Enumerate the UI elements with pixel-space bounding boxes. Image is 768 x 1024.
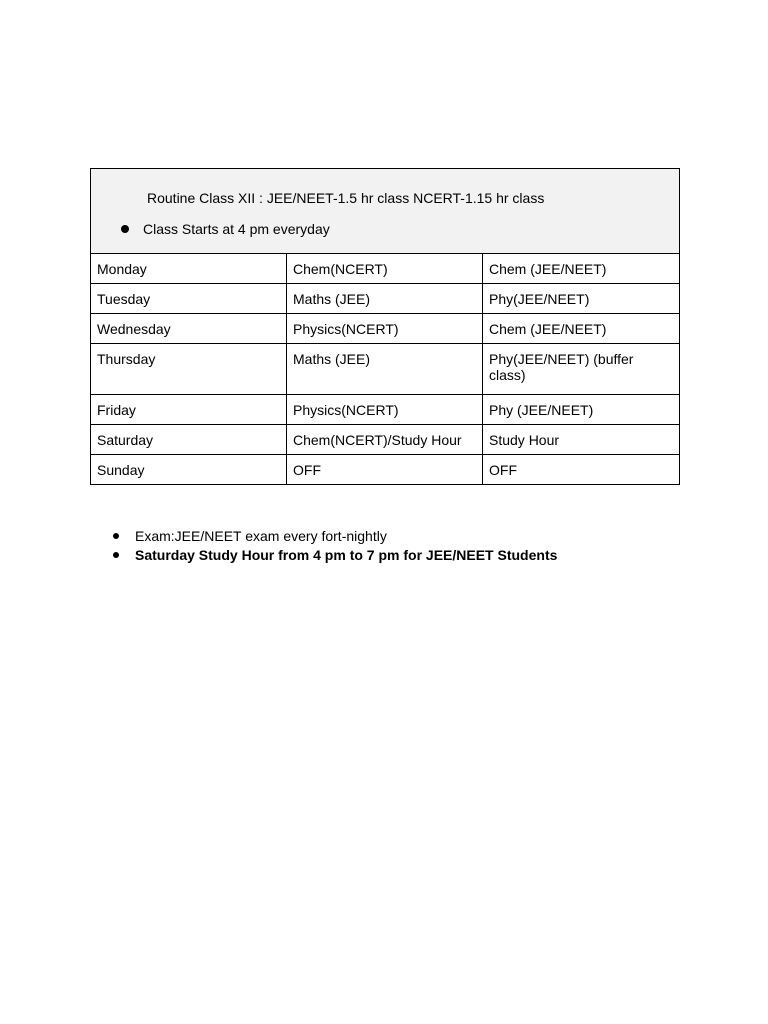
subject-cell: Chem (JEE/NEET) <box>483 254 680 284</box>
subject-cell: Chem(NCERT)/Study Hour <box>287 425 483 455</box>
routine-title: Routine Class XII : JEE/NEET-1.5 hr class NCERT-1.15 hr class <box>147 190 545 206</box>
subject-cell: Maths (JEE) <box>287 284 483 314</box>
header-bullet-item <box>121 221 330 237</box>
subject-cell: Physics(NCERT) <box>287 314 483 344</box>
day-cell: Friday <box>91 395 287 425</box>
subject-cell: OFF <box>483 455 680 485</box>
notes-list <box>113 527 557 565</box>
subject-cell: Chem (JEE/NEET) <box>483 314 680 344</box>
list-item <box>113 546 557 565</box>
subject-cell: OFF <box>287 455 483 485</box>
bullet-icon <box>113 533 119 539</box>
day-cell: Monday <box>91 254 287 284</box>
subject-cell: Phy (JEE/NEET) <box>483 395 680 425</box>
subject-cell: Maths (JEE) <box>287 344 483 395</box>
subject-cell: Physics(NCERT) <box>287 395 483 425</box>
study-hour-note: Saturday Study Hour from 4 pm to 7 pm for JEE/NEET Students <box>135 547 558 563</box>
day-cell: Sunday <box>91 455 287 485</box>
day-cell: Thursday <box>91 344 287 395</box>
table-row <box>91 455 680 485</box>
table-row <box>91 314 680 344</box>
subject-cell: Phy(JEE/NEET) <box>483 284 680 314</box>
table-header <box>91 169 680 254</box>
day-cell: Tuesday <box>91 284 287 314</box>
table-row <box>91 395 680 425</box>
subject-cell: Study Hour <box>483 425 680 455</box>
exam-note: Exam:JEE/NEET exam every fort-nightly <box>135 528 387 544</box>
table-row <box>91 284 680 314</box>
class-start-text: Class Starts at 4 pm everyday <box>143 221 330 237</box>
day-cell: Saturday <box>91 425 287 455</box>
subject-cell: Phy(JEE/NEET) (buffer class) <box>483 344 680 395</box>
bullet-icon <box>113 552 119 558</box>
subject-cell: Chem(NCERT) <box>287 254 483 284</box>
routine-table <box>90 168 680 485</box>
bullet-icon <box>121 225 129 233</box>
table-row <box>91 254 680 284</box>
list-item <box>113 527 557 546</box>
day-cell: Wednesday <box>91 314 287 344</box>
table-row <box>91 344 680 395</box>
table-row <box>91 425 680 455</box>
